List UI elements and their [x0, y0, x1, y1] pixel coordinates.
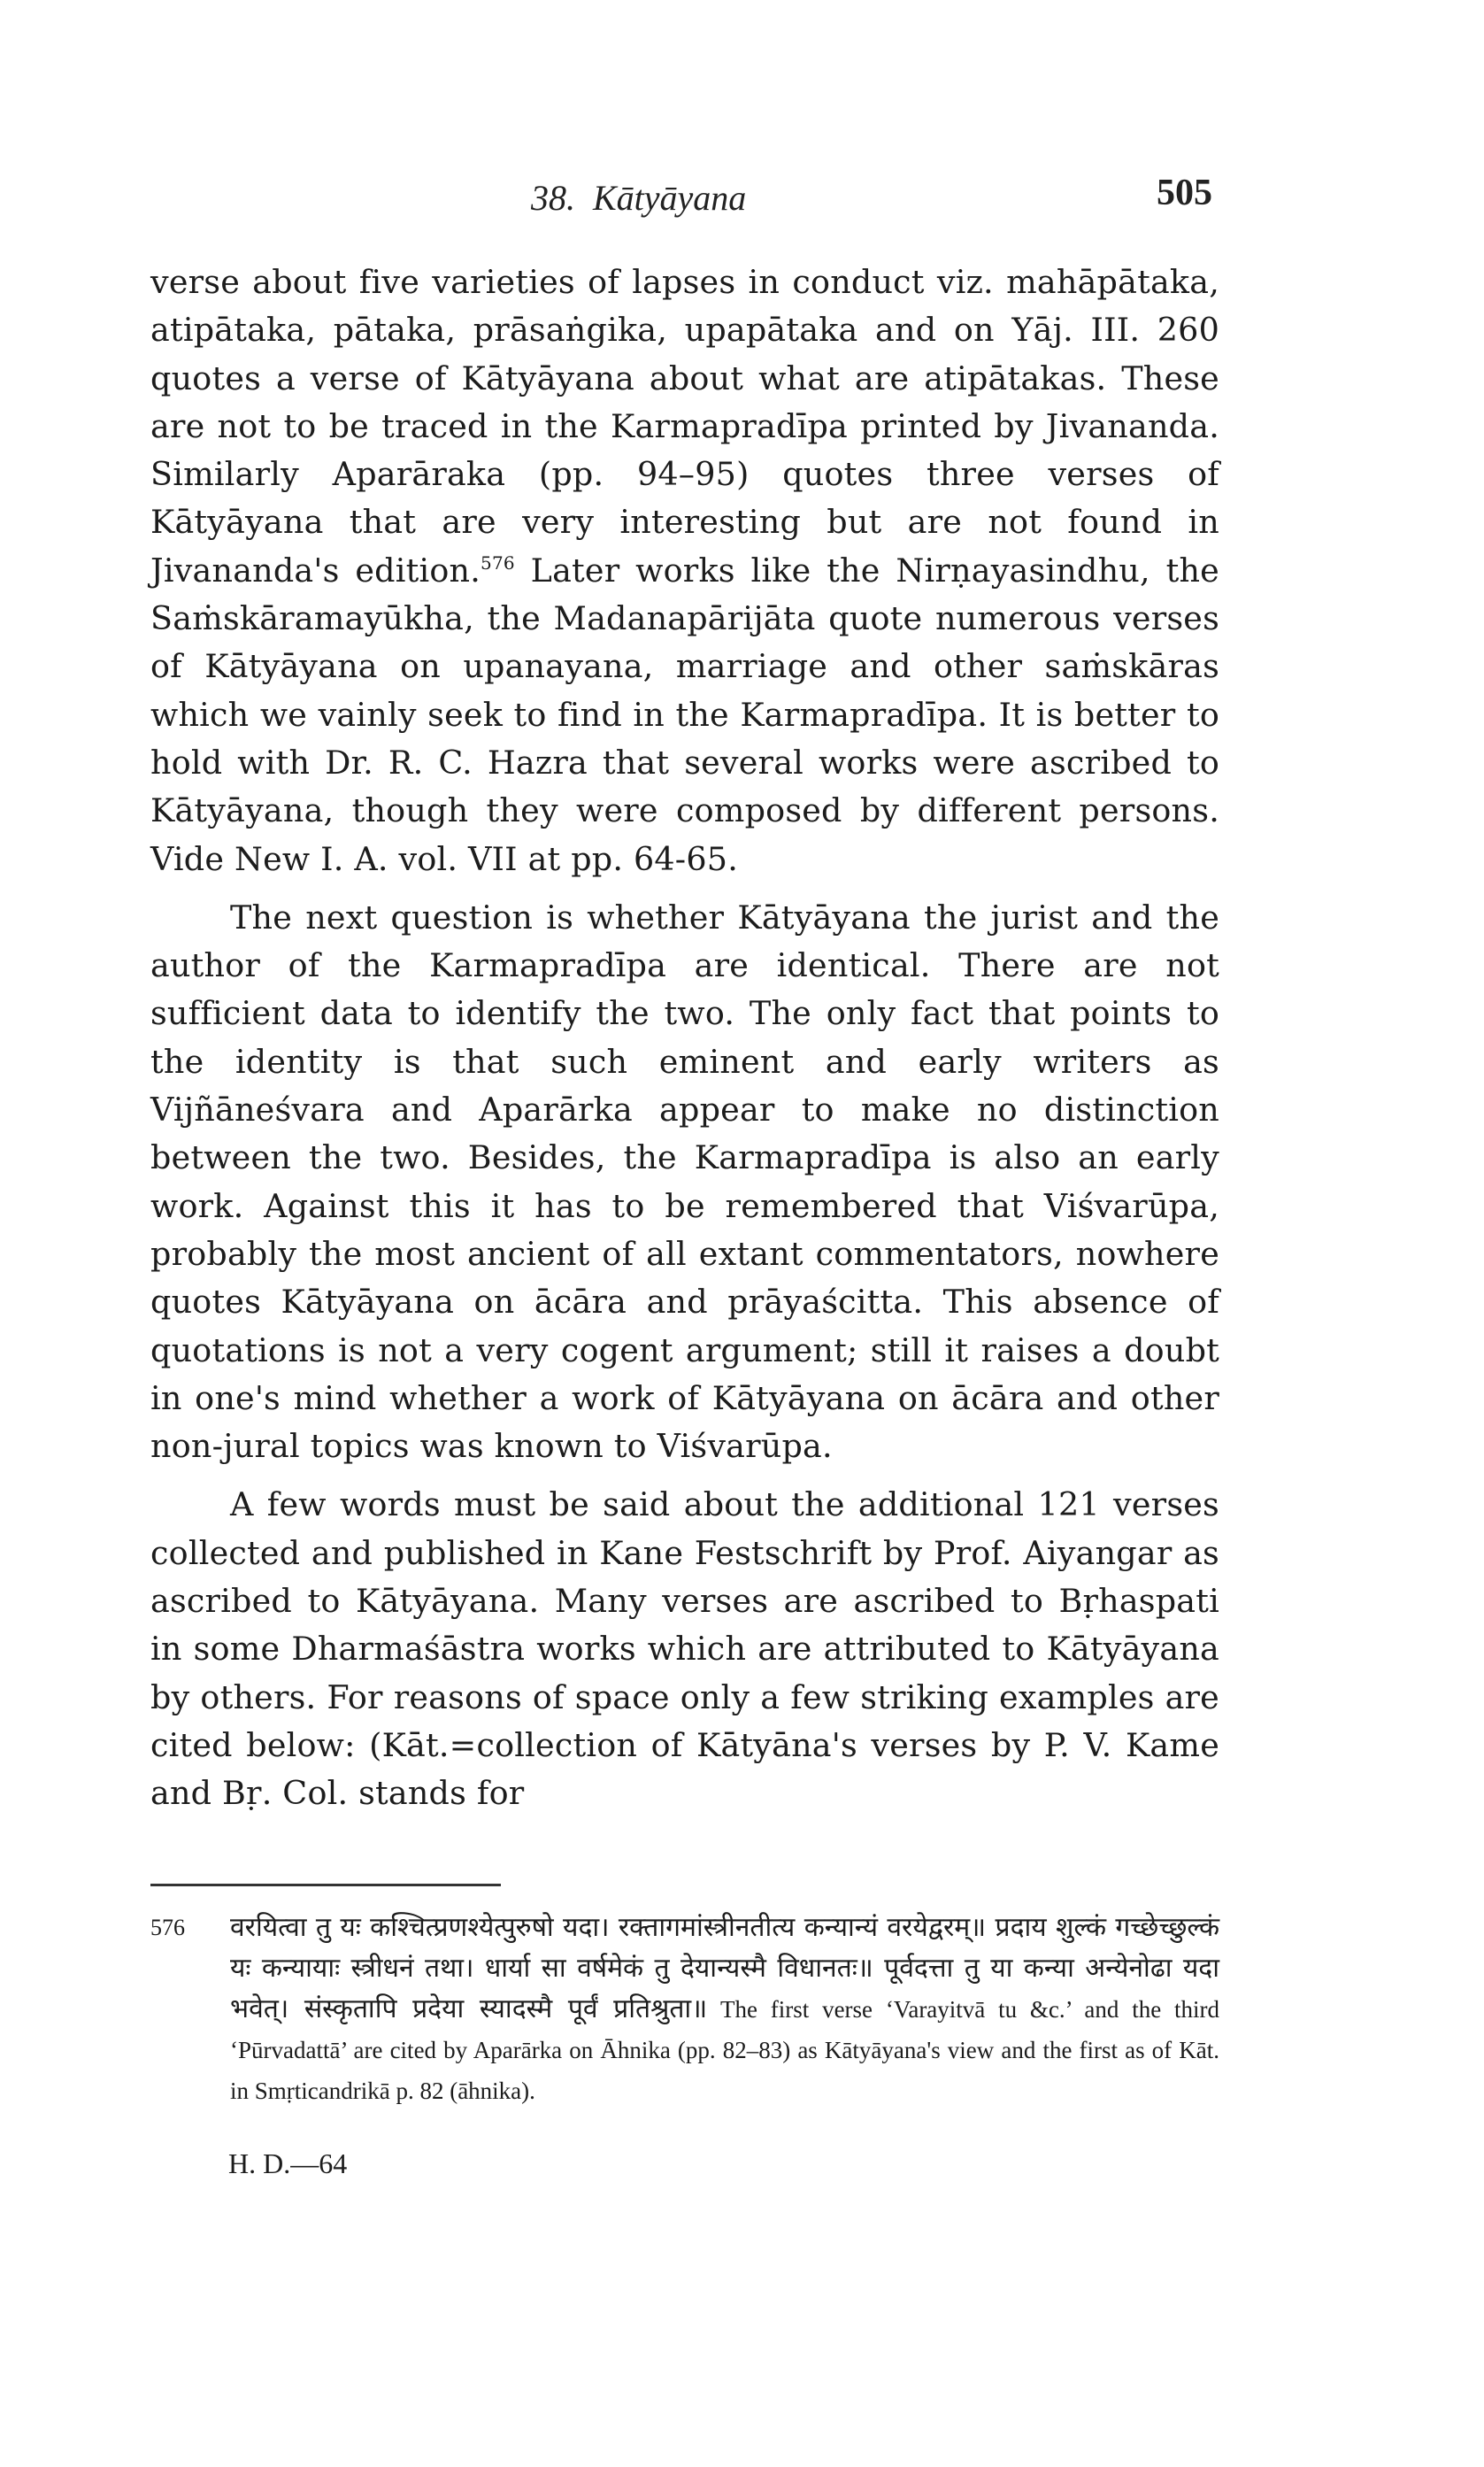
footnote-body: [230, 1908, 1219, 2111]
chapter-number: 38.: [531, 178, 575, 218]
paragraph-3: A few words must be said about the additional 121 verses collected and published in Kane Festschrift by Prof. Aiyangar as ascribed to Kātyāyana. Many verses are ascribed to Bṛhaspati in some Dharmaśāstra works which are attributed to Kātyāyana by others. For reasons of space only a few striking examples are cited below: (Kāt.=collection of Kātyāna's verses by P. V. Kame and Bṛ. Col. stands for: [150, 1485, 1219, 1813]
chapter-name: Kātyāyana: [593, 178, 747, 218]
footnote-divider: [150, 1884, 501, 1886]
running-header: [150, 165, 1212, 218]
footnote-sanskrit-verses: वरयित्वा तु यः कश्चित्प्रणश्येत्पुरुषो यदा। रक्तागमांस्त्रीनतीत्य कन्यान्यं वरयेद्वरम्॥ प्रदाय शुल्कं गच्छेच्छुल्कं यः कन्यायाः स्त्रीधनं तथा। धार्या सा वर्षमेकं तु देयान्यस्मै विधानतः॥ पूर्वदत्ता तु या कन्या अन्येनोढा यदा भवेत्। संस्कृतापि प्रदेया स्यादस्मै पूर्वं प्रतिश्रुता॥: [230, 1912, 1219, 2024]
footnote-english-note: The first verse ‘Varayitvā tu &c.’ and the third ‘Pūrvadattā’ are cited by Aparārka on Āhnika (pp. 82–83) as Kātyāyana's view and the first as of Kāt. in Smṛticandrikā p. 82 (āhnika).: [230, 1996, 1219, 2104]
main-text: [150, 258, 1219, 1829]
paragraph-2: The next question is whether Kātyāyana the jurist and the author of the Karmapradīpa are identical. There are not sufficient data to identify the two. The only fact that points to the identity is that such eminent and early writers as Vijñāneśvara and Aparārka appear to make no distinction between the two. Besides, the Karmapradīpa is also an early work. Against this it has to be remembered that Viśvarūpa, probably the most ancient of all extant commentators, nowhere quotes Kātyāyana on ācāra and prāyaścitta. This absence of quotations is not a very cogent argument; still it raises a doubt in one's mind whether a work of Kātyāyana on ācāra and other non-jural topics was known to Viśvarūpa.: [150, 898, 1219, 1466]
page-number: 505: [1157, 173, 1212, 213]
chapter-title: [531, 177, 746, 219]
paragraph-1-text: verse about five varieties of lapses in conduct viz. mahāpātaka, atipātaka, pātaka, prāsaṅgika, upapātaka and on Yāj. III. 260 quotes a verse of Kātyāyana about what are atipātakas. These are not to be traced in the Karmapradīpa printed by Jivananda. Similarly Aparāraka (pp. 94–95) quotes three verses of Kātyāyana that are very interesting but are not found in Jivananda's edition.: [150, 263, 1219, 590]
paragraph-1-text-continued: Later works like the Nirṇayasindhu, the Saṁskāramayūkha, the Madanapārijāta quote numerous verses of Kātyāyana on upanayana, marriage and other saṁskāras which we vainly seek to find in the Karmapradīpa. It is better to hold with Dr. R. C. Hazra that several works were ascribed to Kātyāyana, though they were composed by different persons. Vide New I. A. vol. VII at pp. 64-65.: [150, 551, 1219, 878]
footnote-ref-576[interactable]: 576: [481, 551, 515, 574]
paragraph-1: [150, 258, 1219, 883]
footnote-number: 576: [150, 1915, 185, 1940]
signature-mark: H. D.—64: [228, 2147, 348, 2179]
